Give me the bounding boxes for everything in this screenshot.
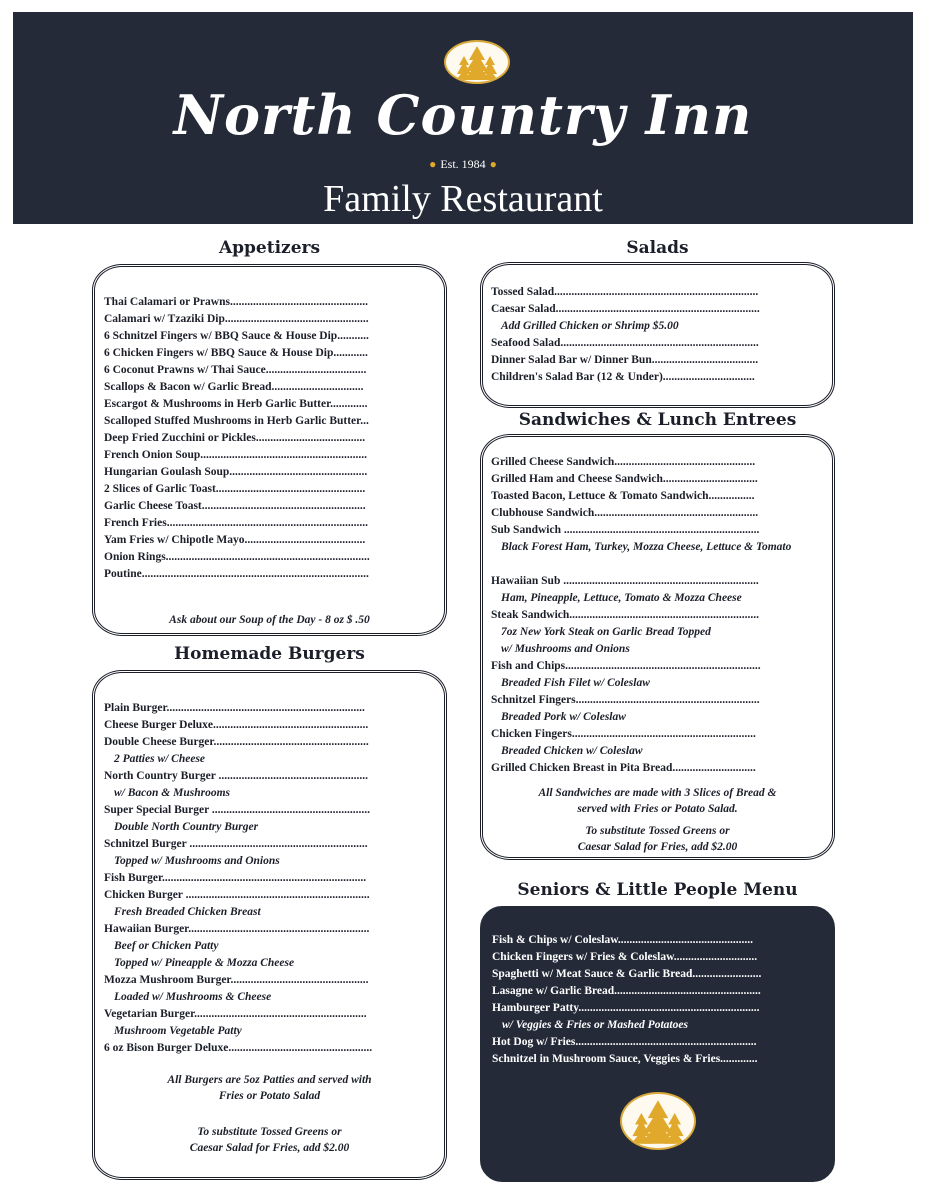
- menu-item: Grilled Cheese Sandwich.................................................: [491, 456, 756, 468]
- menu-item: Double Cheese Burger......................................................: [104, 736, 369, 748]
- menu-item: Toasted Bacon, Lettuce & Tomato Sandwich................: [491, 490, 755, 502]
- seniors-list: [492, 932, 792, 1068]
- burgers-list: [104, 700, 399, 1057]
- appetizers-list: [104, 294, 399, 583]
- menu-item: Sub Sandwich ....................................................................: [491, 524, 760, 536]
- menu-item: Poutine...............................................................................: [104, 568, 369, 580]
- menu-item: Cheese Burger Deluxe......................................................: [104, 719, 369, 731]
- menu-item: Lasagne w/ Garlic Bread...................................................: [492, 985, 761, 997]
- menu-item-description: Breaded Chicken w/ Coleslaw: [501, 745, 643, 757]
- menu-item: 6 Schnitzel Fingers w/ BBQ Sauce & House Dip...........: [104, 330, 369, 342]
- menu-item: Hawaiian Burger...............................................................: [104, 923, 370, 935]
- menu-item: Hawaiian Sub ....................................................................: [491, 575, 759, 587]
- menu-item: Super Special Burger .......................................................: [104, 804, 370, 816]
- menu-item: Plain Burger.....................................................................: [104, 702, 365, 714]
- burgers-note-2: To substitute Tossed Greens or Caesar Salad for Fries, add $2.00: [189, 1126, 350, 1154]
- restaurant-subtitle: Family Restaurant: [323, 178, 603, 220]
- menu-item-description: Breaded Fish Filet w/ Coleslaw: [501, 677, 650, 689]
- burgers-title: Homemade Burgers: [174, 644, 365, 664]
- menu-item: Hamburger Patty...............................................................: [492, 1002, 760, 1014]
- menu-item: Children's Salad Bar (12 & Under)................................: [491, 371, 755, 383]
- salads-list: [491, 284, 791, 386]
- sandwiches-list: [491, 454, 829, 777]
- menu-item: Vegetarian Burger............................................................: [104, 1008, 367, 1020]
- menu-item: Thai Calamari or Prawns................................................: [104, 296, 368, 308]
- menu-item: Schnitzel Burger ..............................................................: [104, 838, 368, 850]
- menu-item: Onion Rings.......................................................................: [104, 551, 370, 563]
- menu-item-description: Topped w/ Mushrooms and Onions: [114, 855, 280, 867]
- menu-item: Garlic Cheese Toast.........................................................: [104, 500, 366, 512]
- menu-item: 6 Chicken Fingers w/ BBQ Sauce & House Dip............: [104, 347, 368, 359]
- sandwiches-title: Sandwiches & Lunch Entrees: [518, 410, 797, 430]
- burgers-note-1: All Burgers are 5oz Patties and served with Fries or Potato Salad: [167, 1074, 372, 1102]
- menu-item: Calamari w/ Tzaziki Dip..................................................: [104, 313, 369, 325]
- menu-item: Escargot & Mushrooms in Herb Garlic Butter.............: [104, 398, 368, 410]
- menu-item-description: Breaded Pork w/ Coleslaw: [501, 711, 626, 723]
- menu-item-description: Add Grilled Chicken or Shrimp $5.00: [501, 320, 679, 332]
- menu-item: Deep Fried Zucchini or Pickles......................................: [104, 432, 366, 444]
- menu-item: [491, 556, 829, 573]
- menu-item: Fish Burger.......................................................................: [104, 872, 367, 884]
- seniors-box: [480, 906, 835, 1182]
- menu-item: Dinner Salad Bar w/ Dinner Bun.....................................: [491, 354, 759, 366]
- appetizers-title: Appetizers: [218, 238, 321, 258]
- sandwiches-note-1: All Sandwiches are made with 3 Slices of Bread & served with Fries or Potato Salad.: [538, 787, 777, 815]
- menu-item: Hot Dog w/ Fries...............................................................: [492, 1036, 757, 1048]
- seniors-title: Seniors & Little People Menu: [517, 880, 798, 900]
- menu-item: Chicken Fingers w/ Fries & Coleslaw.............................: [492, 951, 758, 963]
- menu-item-description: 2 Patties w/ Cheese: [114, 753, 206, 765]
- menu-item: Hungarian Goulash Soup................................................: [104, 466, 368, 478]
- menu-item-description: Black Forest Ham, Turkey, Mozza Cheese, Lettuce & Tomato: [501, 541, 792, 553]
- dot-icon: ●: [489, 157, 497, 171]
- menu-item-description: Mushroom Vegetable Patty: [114, 1025, 242, 1037]
- appetizers-note: Ask about our Soup of the Day - 8 oz $ .50: [169, 614, 370, 626]
- menu-item: Tossed Salad.......................................................................: [491, 286, 759, 298]
- menu-item: Grilled Ham and Cheese Sandwich.................................: [491, 473, 758, 485]
- menu-item: French Onion Soup..........................................................: [104, 449, 368, 461]
- menu-item-description: Topped w/ Pineapple & Mozza Cheese: [114, 957, 295, 969]
- menu-item: North Country Burger ....................................................: [104, 770, 368, 782]
- menu-item-description: Double North Country Burger: [114, 821, 259, 833]
- menu-item: Yam Fries w/ Chipotle Mayo..........................................: [104, 534, 366, 546]
- menu-item: 6 oz Bison Burger Deluxe..................................................: [104, 1042, 373, 1054]
- menu-item: Scallops & Bacon w/ Garlic Bread................................: [104, 381, 364, 393]
- menu-item: French Fries......................................................................: [104, 517, 368, 529]
- menu-item: Mozza Mushroom Burger................................................: [104, 974, 369, 986]
- menu-item: Schnitzel Fingers................................................................: [491, 694, 760, 706]
- menu-item-description: Fresh Breaded Chicken Breast: [114, 906, 261, 918]
- menu-item-description: w/ Veggies & Fries or Mashed Potatoes: [502, 1019, 688, 1031]
- menu-item-description: Loaded w/ Mushrooms & Cheese: [114, 991, 272, 1003]
- menu-item-description: Ham, Pineapple, Lettuce, Tomato & Mozza Cheese: [501, 592, 742, 604]
- pine-tree-logo-icon: [444, 40, 510, 84]
- menu-item: Fish & Chips w/ Coleslaw...............................................: [492, 934, 754, 946]
- salads-title: Salads: [626, 238, 689, 258]
- menu-item: 6 Coconut Prawns w/ Thai Sauce...................................: [104, 364, 367, 376]
- established-line: [13, 157, 913, 172]
- dot-icon: ●: [429, 157, 437, 171]
- header-banner: [13, 12, 913, 224]
- menu-item: Fish and Chips....................................................................: [491, 660, 761, 672]
- menu-item: Spaghetti w/ Meat Sauce & Garlic Bread........................: [492, 968, 762, 980]
- pine-tree-logo-icon: [620, 1092, 696, 1150]
- menu-item-description: 7oz New York Steak on Garlic Bread Topped: [501, 626, 711, 638]
- menu-item: Chicken Fingers................................................................: [491, 728, 756, 740]
- menu-item: Seafood Salad.....................................................................: [491, 337, 759, 349]
- menu-item: Chicken Burger ................................................................: [104, 889, 370, 901]
- established-text: Est. 1984: [440, 157, 486, 171]
- sandwiches-note-2: To substitute Tossed Greens or Caesar Salad for Fries, add $2.00: [577, 825, 738, 853]
- menu-item-description: w/ Mushrooms and Onions: [501, 643, 630, 655]
- menu-item: Clubhouse Sandwich.........................................................: [491, 507, 759, 519]
- menu-item: Caesar Salad.......................................................................: [491, 303, 760, 315]
- menu-item-description: w/ Bacon & Mushrooms: [114, 787, 230, 799]
- menu-item: Scalloped Stuffed Mushrooms in Herb Garlic Butter...: [104, 415, 369, 427]
- menu-item: Grilled Chicken Breast in Pita Bread.............................: [491, 762, 756, 774]
- restaurant-name: North Country Inn: [173, 83, 753, 147]
- menu-item-description: Beef or Chicken Patty: [114, 940, 219, 952]
- menu-item: 2 Slices of Garlic Toast....................................................: [104, 483, 366, 495]
- menu-item: Schnitzel in Mushroom Sauce, Veggies & Fries.............: [492, 1053, 758, 1065]
- menu-item: Steak Sandwich..................................................................: [491, 609, 760, 621]
